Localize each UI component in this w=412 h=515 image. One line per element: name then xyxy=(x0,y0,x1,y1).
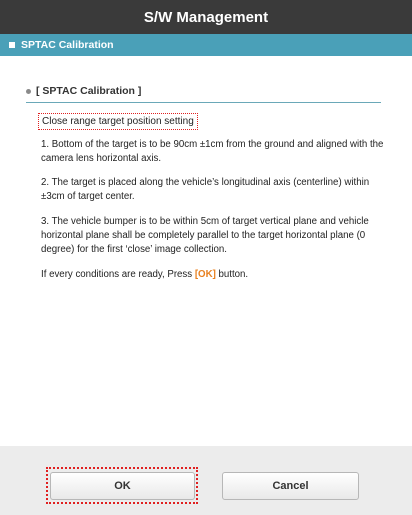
ready-instruction xyxy=(41,268,386,282)
circle-bullet-icon xyxy=(26,89,31,94)
instruction-step-2: 2. The target is placed along the vehicle’s longitudinal axis (centerline) within ±3cm of target center. xyxy=(41,177,370,202)
square-bullet-icon xyxy=(9,42,15,48)
section-divider xyxy=(26,102,381,103)
instruction-step-3: 3. The vehicle bumper is to be within 5cm of target vertical plane and vehicle horizontal plane shall be completely parallel to the target horizontal plane (0 degree) for the first ‘close’ image collection. xyxy=(41,216,369,255)
ok-button-label: OK xyxy=(114,480,131,492)
ready-ok-keyword: [OK] xyxy=(194,269,216,280)
ready-prefix: If every conditions are ready, Press xyxy=(41,269,195,280)
cancel-button[interactable] xyxy=(222,472,359,500)
instruction-step-1: 1. Bottom of the target is to be 90cm ±1cm from the ground and aligned with the camera lens horizontal axis. xyxy=(41,139,384,164)
ready-suffix: button. xyxy=(215,269,249,280)
subheader-bar xyxy=(0,34,412,56)
cancel-button-label: Cancel xyxy=(272,480,309,492)
content-panel xyxy=(0,56,412,446)
section-title: [ SPTAC Calibration ] xyxy=(36,85,142,97)
instruction-heading: Close range target position setting xyxy=(38,113,198,130)
window-title-bar xyxy=(0,0,412,34)
section-header xyxy=(26,85,141,97)
subheader-title: SPTAC Calibration xyxy=(21,39,114,51)
window-title: S/W Management xyxy=(143,8,269,26)
ok-button[interactable] xyxy=(50,472,195,500)
